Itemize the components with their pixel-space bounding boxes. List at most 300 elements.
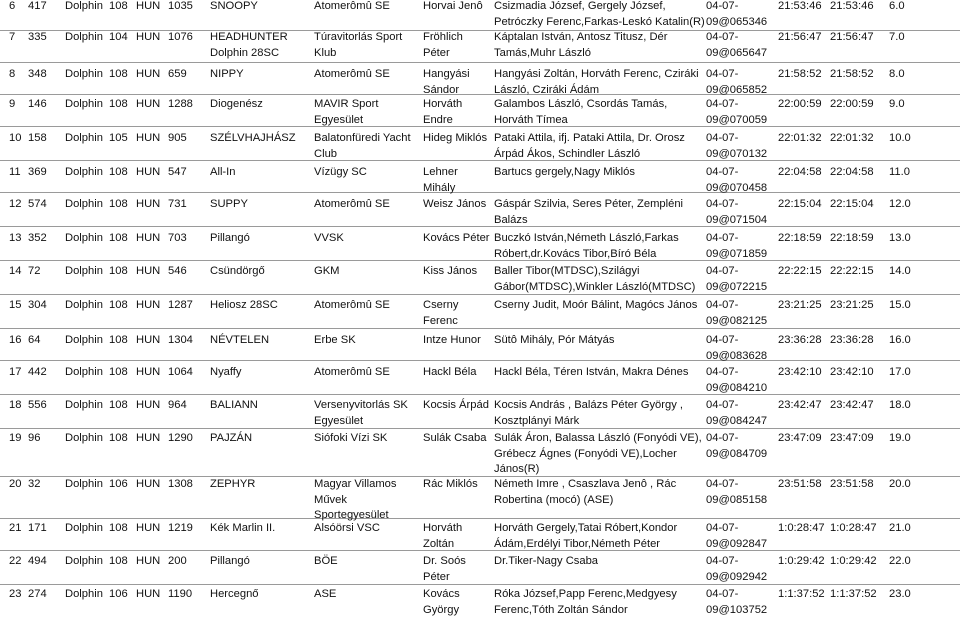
crew-cell [494,554,598,570]
points-cell: 14.0 [889,265,911,277]
boat-name-cell: Diogenész [210,98,263,110]
skipper-cell-line: Intze Hunor [423,334,481,346]
finish-date-cell [706,521,767,552]
finish-date-cell-line: 09@071859 [706,247,768,260]
yardstick-cell: 108 [109,334,128,346]
elapsed-time-cell: 23:51:58 [830,478,874,490]
place-cell: 18 [9,399,22,411]
finish-date-cell [706,264,767,295]
sail-number-cell: 96 [28,432,41,444]
skipper-cell [423,554,466,585]
finish-date-cell-line: 04-07- [706,198,739,210]
elapsed-time-cell: 23:42:47 [830,399,874,411]
nation-cell: HUN [136,588,161,600]
finish-time-cell: 1:1:37:52 [778,588,825,600]
boat-name-cell: NIPPY [210,68,244,80]
club-cell [314,67,390,83]
place-cell: 7 [9,31,16,43]
nation-cell: HUN [136,265,161,277]
boat-number-cell: 659 [168,68,187,80]
elapsed-time-cell: 22:15:04 [830,198,874,210]
points-cell: 11.0 [889,166,910,178]
club-cell-line: Egyesület [314,414,364,427]
skipper-cell [423,477,478,493]
skipper-cell [423,298,458,329]
row-divider [0,160,960,161]
skipper-cell-line: György [423,603,460,616]
class-cell: Dolphin [65,31,103,43]
row-divider [0,94,960,95]
yardstick-cell: 105 [109,132,128,144]
crew-cell-line: Róka József,Papp Ferenc,Medgyesy [494,588,677,600]
club-cell-line: Atomerômû SE [314,299,390,311]
club-cell [314,298,390,314]
boat-name-cell: Nyaffy [210,366,242,378]
points-cell: 8.0 [889,68,905,80]
finish-date-cell-line: 04-07- [706,334,739,346]
crew-cell-line: László, Cziráki Ádám [494,83,600,96]
finish-date-cell-line: 09@065647 [706,46,768,59]
class-cell: Dolphin [65,588,103,600]
nation-cell: HUN [136,198,161,210]
skipper-cell [423,0,483,15]
finish-date-cell [706,365,767,396]
yardstick-cell: 108 [109,0,128,12]
elapsed-time-cell: 23:47:09 [830,432,874,444]
crew-cell [494,398,683,429]
elapsed-time-cell: 1:1:37:52 [830,588,877,600]
club-cell-line: Atomerômû SE [314,198,390,210]
finish-date-cell [706,554,767,585]
skipper-cell-line: Péter [423,570,450,583]
club-cell-line: Művek [314,493,347,506]
points-cell: 10.0 [889,132,911,144]
points-cell: 21.0 [889,522,911,534]
crew-cell-line: Pataki Attila, ifj. Pataki Attila, Dr. Orosz [494,132,685,144]
crew-cell [494,97,667,128]
points-cell: 9.0 [889,98,905,110]
skipper-cell [423,97,462,128]
skipper-cell [423,521,462,552]
class-cell: Dolphin [65,432,103,444]
place-cell: 11 [9,166,21,178]
finish-date-cell [706,398,767,429]
sail-number-cell: 72 [28,265,41,277]
crew-cell [494,197,683,228]
boat-number-cell: 200 [168,555,187,567]
nation-cell: HUN [136,399,161,411]
crew-cell-line: Csizmadia József, Gergely József, [494,0,666,12]
club-cell [314,477,397,524]
boat-number-cell: 703 [168,232,187,244]
yardstick-cell: 108 [109,232,128,244]
finish-date-cell-line: 09@085158 [706,493,768,506]
skipper-cell-line: Cserny [423,299,459,311]
boat-name-cell [210,30,288,61]
elapsed-time-cell: 22:18:59 [830,232,874,244]
elapsed-time-cell: 22:22:15 [830,265,874,277]
sail-number-cell: 146 [28,98,47,110]
finish-date-cell-line: 04-07- [706,522,739,534]
boat-name-cell: Pillangó [210,232,250,244]
place-cell: 8 [9,68,16,80]
boat-number-cell: 905 [168,132,187,144]
crew-cell-line: Horváth Tímea [494,113,568,126]
sail-number-cell: 442 [28,366,47,378]
class-cell: Dolphin [65,478,103,490]
class-cell: Dolphin [65,0,103,12]
skipper-cell-line: Hangyási [423,68,470,80]
skipper-cell-line: Mihály [423,181,456,194]
skipper-cell-line: Ferenc [423,314,458,327]
finish-date-cell-line: 04-07- [706,478,739,490]
elapsed-time-cell: 22:01:32 [830,132,874,144]
crew-cell [494,477,676,508]
finish-date-cell [706,587,767,618]
crew-cell-line: Grébecz Ágnes (Fonyódi VE),Locher [494,447,677,460]
finish-date-cell-line: 04-07- [706,366,739,378]
club-cell [314,0,390,15]
row-divider [0,584,960,585]
yardstick-cell: 108 [109,432,128,444]
class-cell: Dolphin [65,132,103,144]
finish-date-cell-line: 04-07- [706,555,739,567]
crew-cell-line: Németh Imre , Csaszlava Jenô , Rác [494,478,677,490]
sail-number-cell: 348 [28,68,47,80]
boat-name-cell: Kék Marlin II. [210,522,276,534]
sail-number-cell: 335 [28,31,47,43]
nation-cell: HUN [136,432,161,444]
place-cell: 13 [9,232,22,244]
nation-cell: HUN [136,31,161,43]
club-cell [314,131,411,162]
skipper-cell [423,165,458,196]
yardstick-cell: 108 [109,555,128,567]
skipper-cell [423,333,481,349]
points-cell: 22.0 [889,555,911,567]
row-divider [0,518,960,519]
yardstick-cell: 108 [109,198,128,210]
yardstick-cell: 108 [109,68,128,80]
crew-cell [494,431,702,478]
row-divider [0,294,960,295]
nation-cell: HUN [136,478,161,490]
finish-date-cell [706,0,767,30]
row-divider [0,328,960,329]
row-divider [0,62,960,63]
crew-cell-line: Sütô Mihály, Pór Mátyás [494,334,615,346]
crew-cell-line: Kocsis András , Balázs Péter György , [494,399,684,411]
row-divider [0,394,960,395]
club-cell-line: Club [314,147,338,160]
class-cell: Dolphin [65,522,103,534]
finish-date-cell-line: 09@071504 [706,213,768,226]
boat-number-cell: 1190 [168,588,193,600]
boat-name-cell: PAJZÁN [210,432,253,444]
finish-time-cell: 21:56:47 [778,31,822,43]
club-cell-line: Magyar Villamos [314,478,397,490]
finish-time-cell: 23:51:58 [778,478,822,490]
club-cell [314,30,402,61]
club-cell-line: ASE [314,588,337,600]
class-cell: Dolphin [65,98,103,110]
finish-date-cell-line: 09@103752 [706,603,768,616]
sail-number-cell: 556 [28,399,47,411]
class-cell: Dolphin [65,166,103,178]
finish-date-cell [706,97,767,128]
club-cell-line: MAVIR Sport [314,98,379,110]
finish-time-cell: 21:53:46 [778,0,822,12]
sail-number-cell: 158 [28,132,47,144]
finish-date-cell-line: 04-07- [706,0,739,12]
finish-date-cell [706,131,767,162]
points-cell: 23.0 [889,588,911,600]
skipper-cell-line: Kiss János [423,265,478,277]
club-cell-line: Túravitorlás Sport [314,31,403,43]
elapsed-time-cell: 21:53:46 [830,0,874,12]
yardstick-cell: 108 [109,98,128,110]
yardstick-cell: 108 [109,265,128,277]
crew-cell-line: Róbert,dr.Kovács Tibor,Bíró Béla [494,247,657,260]
nation-cell: HUN [136,0,161,12]
boat-name-cell: BALIANN [210,399,258,411]
yardstick-cell: 108 [109,366,128,378]
club-cell [314,587,336,603]
elapsed-time-cell: 23:21:25 [830,299,874,311]
finish-date-cell-line: 04-07- [706,68,739,80]
finish-date-cell-line: 09@065346 [706,15,768,28]
place-cell: 15 [9,299,22,311]
class-cell: Dolphin [65,68,103,80]
points-cell: 17.0 [889,366,911,378]
place-cell: 17 [9,366,22,378]
skipper-cell [423,67,470,98]
club-cell [314,365,390,381]
sail-number-cell: 369 [28,166,47,178]
skipper-cell-line: Kovács [423,588,460,600]
finish-date-cell [706,298,767,329]
boat-number-cell: 1308 [168,478,193,490]
elapsed-time-cell: 21:58:52 [830,68,874,80]
crew-cell-line: Tamás,Muhr László [494,46,591,59]
finish-time-cell: 23:21:25 [778,299,822,311]
skipper-cell-line: Sulák Csaba [423,432,487,444]
finish-date-cell-line: 09@070132 [706,147,768,160]
skipper-cell [423,587,460,618]
crew-cell [494,333,614,349]
sail-number-cell: 274 [28,588,47,600]
club-cell-line: Atomerômû SE [314,0,390,12]
finish-date-cell-line: 04-07- [706,265,739,277]
elapsed-time-cell: 22:04:58 [830,166,874,178]
row-divider [0,260,960,261]
nation-cell: HUN [136,232,161,244]
boat-name-cell: Csündörgő [210,265,265,277]
skipper-cell-line: Horváth [423,98,463,110]
sail-number-cell: 171 [28,522,47,534]
club-cell [314,333,356,349]
crew-cell-line: Galambos László, Csordás Tamás, [494,98,668,110]
boat-name-cell: SNOOPY [210,0,258,12]
finish-date-cell-line: 09@084709 [706,447,768,460]
crew-cell-line: Balázs [494,213,528,226]
crew-cell-line: Káptalan István, Antosz Titusz, Dér [494,31,668,43]
place-cell: 20 [9,478,22,490]
finish-date-cell [706,333,767,364]
crew-cell-line: Kosztplányi Márk [494,414,580,427]
boat-number-cell: 1076 [168,31,193,43]
skipper-cell [423,131,487,147]
finish-time-cell: 22:22:15 [778,265,822,277]
crew-cell-line: Petróczky Ferenc,Farkas-Leskó Katalin(R) [494,15,705,28]
boat-name-cell: All-In [210,166,236,178]
points-cell: 15.0 [889,299,911,311]
nation-cell: HUN [136,522,161,534]
finish-time-cell: 1:0:29:42 [778,555,825,567]
finish-date-cell-line: 09@092847 [706,537,768,550]
skipper-cell-line: Kovács Péter [423,232,490,244]
points-cell: 20.0 [889,478,911,490]
class-cell: Dolphin [65,265,103,277]
boat-name-cell: Pillangó [210,555,250,567]
boat-number-cell: 1290 [168,432,193,444]
crew-cell-line: Bartucs gergely,Nagy Miklós [494,166,635,178]
nation-cell: HUN [136,68,161,80]
boat-number-cell: 1219 [168,522,193,534]
crew-cell-line: Gábor(MTDSC),Winkler László(MTDSC) [494,280,696,293]
skipper-cell [423,197,486,213]
crew-cell [494,587,677,618]
sail-number-cell: 494 [28,555,47,567]
club-cell-line: VVSK [314,232,344,244]
club-cell-line: BÖE [314,555,338,567]
place-cell: 12 [9,198,22,210]
crew-cell-line: Hangyási Zoltán, Horváth Ferenc, Cziráki [494,68,699,80]
crew-cell [494,131,685,162]
finish-date-cell-line: 09@083628 [706,349,768,362]
nation-cell: HUN [136,98,161,110]
skipper-cell-line: Fröhlich [423,31,463,43]
elapsed-time-cell: 23:42:10 [830,366,874,378]
place-cell: 21 [9,522,22,534]
finish-time-cell: 21:58:52 [778,68,822,80]
crew-cell-line: Horváth Gergely,Tatai Róbert,Kondor [494,522,678,534]
club-cell-line: Sportegyesület [314,509,389,521]
crew-cell [494,365,688,381]
club-cell-line: Egyesület [314,113,364,126]
finish-date-cell-line: 09@070059 [706,113,768,126]
finish-date-cell [706,197,767,228]
skipper-cell-line: Lehner [423,166,458,178]
club-cell-line: Balatonfüredi Yacht [314,132,411,144]
club-cell-line: Atomerômû SE [314,366,390,378]
sail-number-cell: 304 [28,299,47,311]
skipper-cell-line: Weisz János [423,198,487,210]
class-cell: Dolphin [65,555,103,567]
nation-cell: HUN [136,166,161,178]
skipper-cell [423,264,477,280]
club-cell [314,231,344,247]
crew-cell-line: Buczkó István,Németh László,Farkas [494,232,679,244]
boat-number-cell: 1287 [168,299,193,311]
nation-cell: HUN [136,132,161,144]
points-cell: 19.0 [889,432,911,444]
elapsed-time-cell: 21:56:47 [830,31,874,43]
boat-name-cell: Heliosz 28SC [210,299,278,311]
finish-time-cell: 22:15:04 [778,198,822,210]
finish-time-cell: 23:42:47 [778,399,822,411]
club-cell-line: Versenyvitorlás SK [314,399,408,411]
points-cell: 6.0 [889,0,905,12]
sail-number-cell: 32 [28,478,41,490]
finish-date-cell-line: 04-07- [706,166,739,178]
boat-name-cell: SZÉLVHAJHÁSZ [210,132,296,144]
club-cell-line: Erbe SK [314,334,356,346]
skipper-cell-line: Horváth [423,522,463,534]
class-cell: Dolphin [65,299,103,311]
points-cell: 13.0 [889,232,911,244]
finish-date-cell [706,431,767,462]
finish-date-cell-line: 09@065852 [706,83,768,96]
yardstick-cell: 108 [109,522,128,534]
class-cell: Dolphin [65,334,103,346]
finish-date-cell-line: 04-07- [706,588,739,600]
crew-cell [494,264,695,295]
yardstick-cell: 104 [109,31,128,43]
skipper-cell-line: Endre [423,113,453,126]
class-cell: Dolphin [65,232,103,244]
crew-cell [494,30,668,61]
boat-number-cell: 547 [168,166,187,178]
club-cell [314,264,339,280]
finish-date-cell-line: 04-07- [706,399,739,411]
elapsed-time-cell: 1:0:28:47 [830,522,877,534]
skipper-cell [423,431,486,447]
crew-cell [494,0,705,30]
club-cell-line: Siófoki Vízi SK [314,432,388,444]
place-cell: 23 [9,588,22,600]
nation-cell: HUN [136,366,161,378]
crew-cell [494,67,699,98]
class-cell: Dolphin [65,399,103,411]
row-divider [0,360,960,361]
points-cell: 16.0 [889,334,911,346]
place-cell: 16 [9,334,22,346]
sail-number-cell: 574 [28,198,47,210]
finish-date-cell-line: 09@084210 [706,381,768,394]
elapsed-time-cell: 22:00:59 [830,98,874,110]
row-divider [0,226,960,227]
finish-time-cell: 22:04:58 [778,166,822,178]
crew-cell-line: Baller Tibor(MTDSC),Szilágyi [494,265,640,277]
row-divider [0,192,960,193]
finish-time-cell: 23:42:10 [778,366,822,378]
crew-cell-line: Cserny Judit, Moór Bálint, Magócs János [494,299,698,311]
place-cell: 14 [9,265,22,277]
boat-name-cell-line: HEADHUNTER [210,31,288,43]
finish-date-cell-line: 04-07- [706,98,739,110]
skipper-cell-line: Péter [423,46,450,59]
crew-cell-line: Ferenc,Tóth Zoltán Sándor [494,603,628,616]
place-cell: 19 [9,432,22,444]
crew-cell-line: Árpád Ákos, Schindler László [494,147,641,160]
skipper-cell-line: Zoltán [423,537,455,550]
boat-number-cell: 1304 [168,334,193,346]
crew-cell [494,521,677,552]
skipper-cell [423,231,490,247]
boat-name-cell-line: Dolphin 28SC [210,46,280,59]
club-cell [314,554,338,570]
